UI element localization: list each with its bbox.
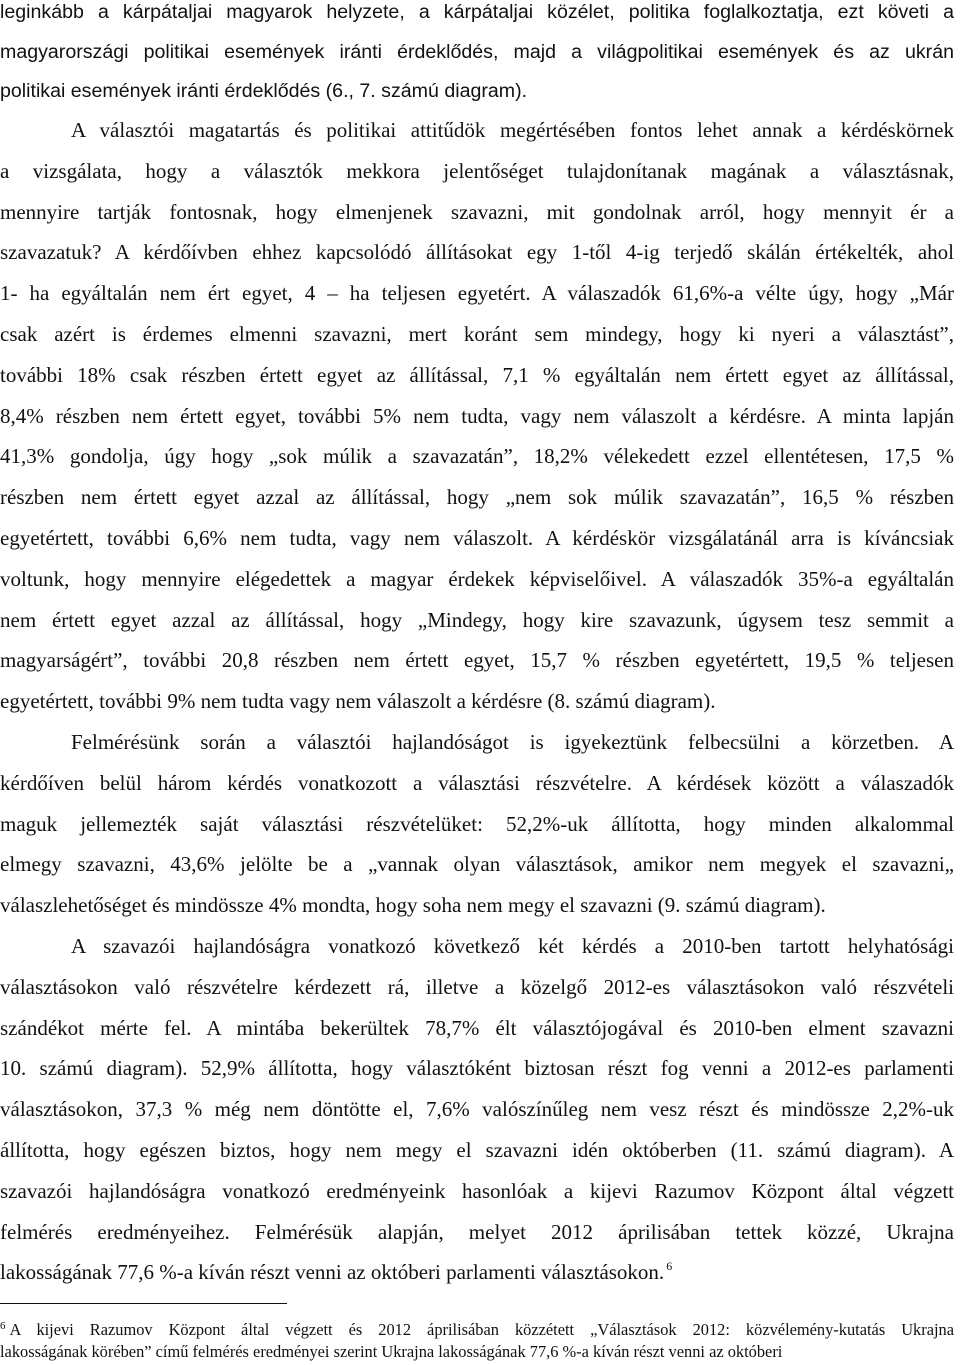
paragraph-line: mennyire tartják fontosnak, hogy elmenjenek szavazni, mit gondolnak arról, hogy mennyit ér a (0, 200, 954, 224)
paragraph-line: 10. számú diagram). 52,9% állította, hogy választóként biztosan részt fog venni a 2012-es parlamenti (0, 1056, 954, 1080)
footnote-separator (0, 1303, 287, 1304)
paragraph-line: 41,3% gondolja, úgy hogy „sok múlik a szavazatán”, 18,2% vélekedett ezzel ellentétesen, 17,5 % (0, 444, 954, 468)
paragraph-line: 8,4% részben nem értett egyet, további 5% nem tudta, vagy nem válaszolt a kérdésre. A minta lapján (0, 404, 954, 428)
paragraph-line: válaszlehetőséget és mindössze 4% mondta, hogy soha nem megy el szavazni (9. számú diagram). (0, 893, 826, 917)
paragraph-line: választásokon való részvételre kérdezett rá, illetve a közelgő 2012-es választásokon való részvételi (0, 975, 954, 999)
footnote-reference[interactable]: 6 (666, 1259, 673, 1273)
paragraph-line-last (0, 1260, 954, 1284)
paragraph-line: részben nem értett egyet azzal az állítással, hogy „nem sok múlik szavazatán”, 16,5 % részben (0, 485, 954, 509)
paragraph-line: magyarságért”, további 20,8 részben nem értett egyet, 15,7 % részben egyetértett, 19,5 % teljesen (0, 648, 954, 672)
footnote-text: A kijevi Razumov Központ által végzett és 2012 áprilisában közzétett „Választások 2012: közvélemény-kutatás Ukrajna (9, 1320, 954, 1339)
paragraph-line: felmérés eredményeihez. Felmérésük alapján, melyet 2012 áprilisában tettek közzé, Ukrajna (0, 1220, 954, 1244)
footnote-line: lakosságának körében” című felmérés eredményei szerint Ukrajna lakosságának 77,6 %-a kíván részt venni az októberi (0, 1342, 783, 1361)
paragraph-line: politikai események iránti érdeklődés (6., 7. számú diagram). (0, 80, 528, 102)
paragraph-line: állította, hogy egészen biztos, hogy nem megy el szavazni idén októberben (11. számú diagram). A (0, 1138, 954, 1162)
paragraph-line: további 18% csak részben értett egyet az állítással, 7,1 % egyáltalán nem értett egyet az állítással, (0, 363, 954, 387)
paragraph-line: maguk jellemezték saját választási részvételüket: 52,2%-uk állította, hogy minden alkalommal (0, 812, 954, 836)
paragraph-line: csak azért is érdemes elmenni szavazni, mert koránt sem mindegy, hogy ki nyeri a választást”, (0, 322, 954, 346)
footnote-number: 6 (0, 1320, 6, 1332)
paragraph-line: 1- ha egyáltalán nem ért egyet, 4 – ha teljesen egyetért. A válaszadók 61,6%-a vélte úgy, hogy „Már (0, 281, 954, 305)
paragraph-line: Felmérésünk során a választói hajlandóságot is igyekeztünk felbecsülni a körzetben. A (71, 730, 954, 754)
paragraph-line: szándékot mérte fel. A mintába bekerültek 78,7% élt választójogával és 2010-ben elment szavazni (0, 1016, 954, 1040)
paragraph-line: A szavazói hajlandóságra vonatkozó következő két kérdés a 2010-ben tartott helyhatósági (71, 934, 954, 958)
paragraph-line: elmegy szavazni, 43,6% jelölte be a „vannak olyan választások, amikor nem megyek el szavazni„ (0, 852, 954, 876)
paragraph-line: kérdőíven belül három kérdés vonatkozott a választási részvételre. A kérdések között a válaszadók (0, 771, 954, 795)
paragraph-line: választásokon, 37,3 % még nem döntötte el, 7,6% valószínűleg nem vesz részt és mindössze 2,2%-uk (0, 1097, 954, 1121)
footnote-line (0, 1320, 954, 1340)
paragraph-line: A választói magatartás és politikai attitűdök megértésében fontos lehet annak a kérdéskörnek (71, 118, 954, 142)
paragraph-line: szavazói hajlandóságra vonatkozó eredményeink hasonlóak a kijevi Razumov Központ által végzett (0, 1179, 954, 1203)
paragraph-line: a vizsgálata, hogy a választók mekkora jelentőséget tulajdonítanak magának a választásnak, (0, 159, 954, 183)
paragraph-line: leginkább a kárpátaljai magyarok helyzete, a kárpátaljai közélet, politika foglalkoztatja, ezt követi a (0, 1, 954, 23)
paragraph-line: egyetértett, további 9% nem tudta vagy nem válaszolt a kérdésre (8. számú diagram). (0, 689, 716, 713)
paragraph-line: szavazatuk? A kérdőívben ehhez kapcsolódó állításokat egy 1-től 4-ig terjedő skálán értékelték, ahol (0, 240, 954, 264)
paragraph-line: nem értett egyet azzal az állítással, hogy „Mindegy, hogy kire szavazunk, úgysem tesz semmit a (0, 608, 954, 632)
paragraph-line: egyetértett, további 6,6% nem tudta, vagy nem válaszolt. A kérdéskör vizsgálatánál arra is kíváncsiak (0, 526, 954, 550)
paragraph-line: magyarországi politikai események iránti érdeklődés, majd a világpolitikai események és az ukrán (0, 41, 954, 63)
paragraph-line-text: lakosságának 77,6 %-a kíván részt venni az októberi parlamenti választásokon. (0, 1260, 665, 1284)
paragraph-line: voltunk, hogy mennyire elégedettek a magyar érdekek képviselőivel. A válaszadók 35%-a egyáltalán (0, 567, 954, 591)
